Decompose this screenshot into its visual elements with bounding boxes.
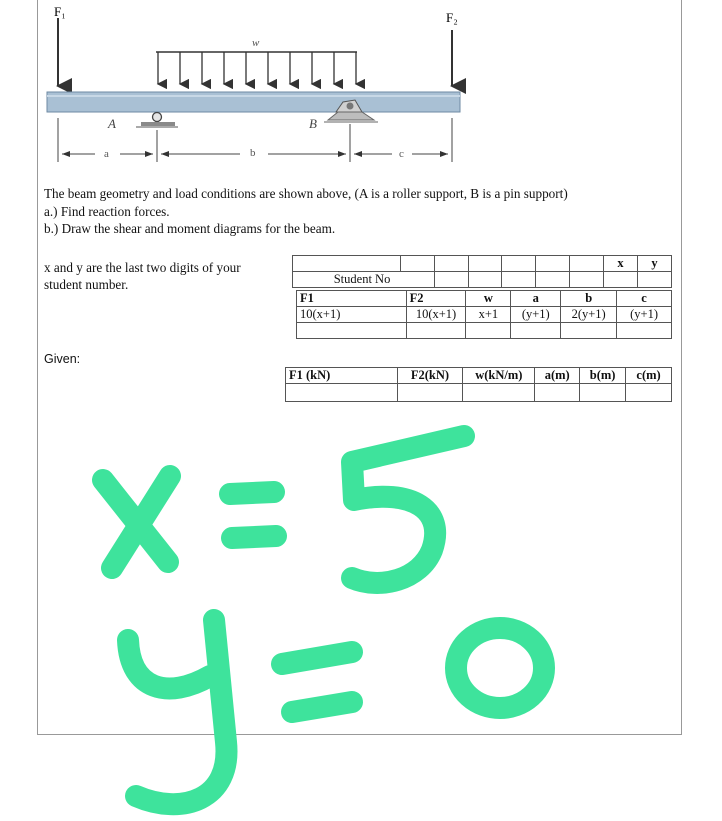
formula-c: (y+1) xyxy=(617,307,672,323)
header-f2: F2 xyxy=(406,291,466,307)
given-header-c: c(m) xyxy=(626,368,672,384)
problem-part-a: a.) Find reaction forces. xyxy=(44,204,170,219)
given-header-f1: F1 (kN) xyxy=(286,368,398,384)
handwritten-y xyxy=(128,640,210,688)
given-header-f2: F2(kN) xyxy=(397,368,463,384)
dim-c-label: c xyxy=(399,148,404,160)
given-header-b: b(m) xyxy=(580,368,626,384)
header-c: c xyxy=(617,291,672,307)
y-header: y xyxy=(637,256,671,272)
problem-part-b: b.) Draw the shear and moment diagrams for the beam. xyxy=(44,221,336,236)
support-a-label: A xyxy=(108,116,116,131)
header-f1: F1 xyxy=(297,291,407,307)
handwritten-equals-2 xyxy=(282,652,352,664)
formula-f1: 10(x+1) xyxy=(297,307,407,323)
student-no-label: Student No xyxy=(293,272,401,288)
header-w: w xyxy=(466,291,511,307)
x-header: x xyxy=(604,256,638,272)
formula-b: 2(y+1) xyxy=(561,307,617,323)
given-header-a: a(m) xyxy=(535,368,580,384)
xy-note-line1: x and y are the last two digits of your xyxy=(44,260,241,275)
given-header-w: w(kN/m) xyxy=(463,368,535,384)
given-label: Given: xyxy=(44,352,81,366)
problem-intro: The beam geometry and load conditions are shown above, (A is a roller support, B is a pin support) xyxy=(44,186,568,201)
formula-w: x+1 xyxy=(466,307,511,323)
handwritten-zero xyxy=(456,628,544,708)
xy-note-line2: student number. xyxy=(44,277,129,292)
formula-a: (y+1) xyxy=(511,307,561,323)
handwritten-equals-1 xyxy=(230,492,274,494)
formula-f2: 10(x+1) xyxy=(406,307,466,323)
f2-label: F₂ xyxy=(446,10,458,25)
handwritten-five xyxy=(352,436,464,583)
header-a: a xyxy=(511,291,561,307)
dim-a-label: a xyxy=(104,148,109,160)
dim-b-label: b xyxy=(250,147,256,159)
w-label: w xyxy=(252,37,260,49)
support-b-label: B xyxy=(309,116,317,131)
f1-label: F₁ xyxy=(54,4,66,19)
header-b: b xyxy=(561,291,617,307)
